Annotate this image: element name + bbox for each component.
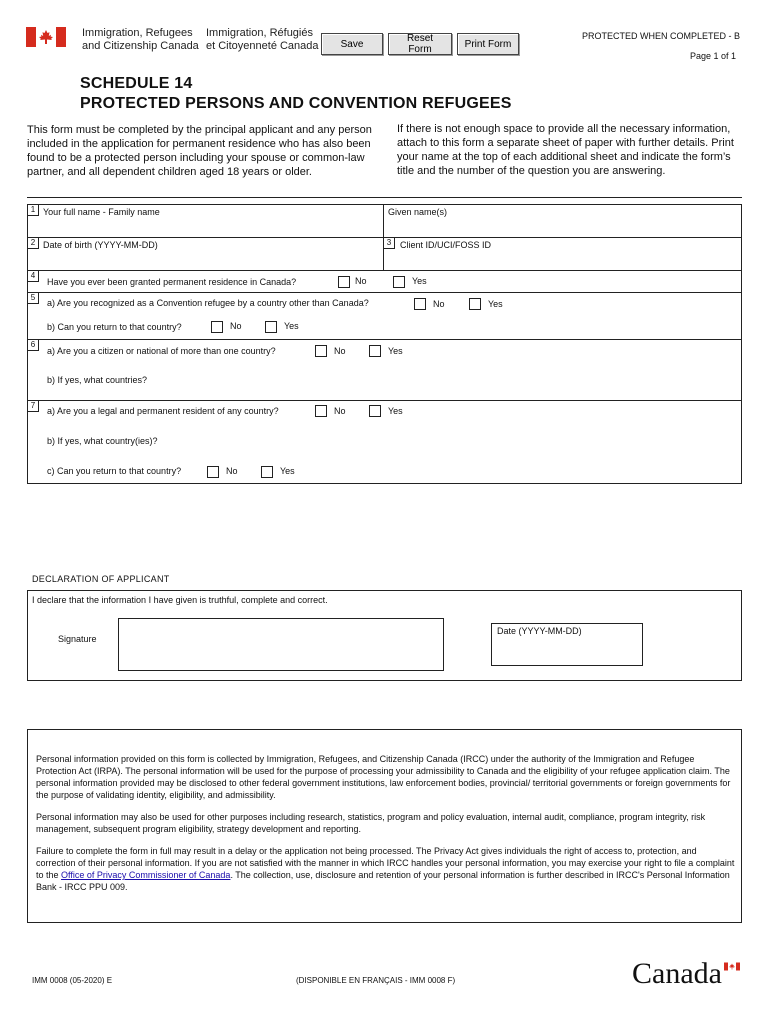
protected-label: PROTECTED WHEN COMPLETED - B — [582, 31, 741, 41]
q5a-label: a) Are you recognized as a Convention refugee by a country other than Canada? — [47, 298, 369, 308]
q6b-countries-input[interactable] — [165, 372, 739, 390]
privacy-paragraph-3-start: Failure to complete the form in full may result in a delay or the application not being processed. The Privacy Act gives individuals the right of access to, protection, and correction of their personal information. If you are not satisfied with the manner in which IRCC handles your personal information, you may exercise your right to file a complaint to the — [36, 846, 735, 880]
q5b-yes-checkbox[interactable] — [265, 321, 277, 333]
q6b-label: b) If yes, what countries? — [47, 375, 148, 385]
q7a-yes-checkbox[interactable] — [369, 405, 381, 417]
q5b-yes-label: Yes — [284, 321, 299, 331]
q7a-yes-label: Yes — [388, 406, 403, 416]
intro-left: This form must be completed by the principal applicant and any person included in the application for permanent residence who has also been found to be a protected person including your spouse or common-law partner, and all dependent children aged 18 years or older. — [27, 124, 372, 178]
family-name-input[interactable] — [42, 219, 382, 237]
q6a-no-checkbox[interactable] — [315, 345, 327, 357]
q7b-label: b) If yes, what country(ies)? — [47, 436, 158, 446]
q5a-no-label: No — [433, 299, 445, 309]
q7c-yes-checkbox[interactable] — [261, 466, 273, 478]
q5a-no-checkbox[interactable] — [414, 298, 426, 310]
privacy-paragraph-3-end: . The collection, use, disclosure and retention of your personal information is further described in IRCC's Personal Information Bank - IRCC PPU 009. — [36, 870, 730, 892]
q7c-no-checkbox[interactable] — [207, 466, 219, 478]
q5a-yes-label: Yes — [488, 299, 503, 309]
declaration-statement: I declare that the information I have given is truthful, complete and correct. — [32, 595, 328, 605]
privacy-paragraph-1: Personal information provided on this form is collected by Immigration, Refugees, and Citizenship Canada (IRCC) under the authority of the Immigration and Refugee Protection Act (IRPA). The personal information will be used for the purpose of processing your admissibility to Canada and the eligibility of your refugee application claim. The personal information provided may be disclosed to other federal government institutions, law enforcement bodies, provincial/ territorial governments or foreign governments for the purpose of validating identity, eligibility, and admissibility. — [36, 754, 731, 800]
form-id: IMM 0008 (05-2020) E — [32, 976, 113, 985]
question-number-5: 5 — [28, 293, 39, 304]
q7b-countries-input[interactable] — [178, 433, 740, 451]
q5b-label: b) Can you return to that country? — [47, 322, 182, 332]
page-title: PROTECTED PERSONS AND CONVENTION REFUGEES — [80, 95, 512, 112]
privacy-commissioner-link[interactable]: Office of Privacy Commissioner of Canada — [61, 870, 231, 880]
dept-en-line2: and Citizenship Canada — [82, 40, 199, 52]
row-divider — [27, 292, 742, 293]
date-of-birth-label: Date of birth (YYYY-MM-DD) — [43, 240, 158, 250]
family-name-label: Your full name - Family name — [43, 207, 160, 217]
q5a-yes-checkbox[interactable] — [469, 298, 481, 310]
question-number-7: 7 — [28, 401, 39, 412]
q7a-label: a) Are you a legal and permanent resident of any country? — [47, 406, 279, 416]
wordmark-flag-icon — [724, 962, 740, 971]
canada-wordmark: Canada — [632, 957, 722, 990]
divider — [27, 197, 742, 198]
french-availability: (DISPONIBLE EN FRANÇAIS - IMM 0008 F) — [296, 976, 456, 985]
save-button[interactable]: Save — [321, 33, 383, 55]
date-label: Date (YYYY-MM-DD) — [497, 626, 582, 636]
q5b-no-label: No — [230, 321, 242, 331]
dept-fr-line2: et Citoyenneté Canada — [206, 40, 319, 52]
q4-no-label: No — [355, 276, 367, 286]
signature-label: Signature — [58, 634, 97, 644]
q7c-yes-label: Yes — [280, 466, 295, 476]
declaration-heading: DECLARATION OF APPLICANT — [32, 574, 170, 584]
question-number-1: 1 — [28, 205, 39, 216]
q6a-yes-checkbox[interactable] — [369, 345, 381, 357]
q5b-no-checkbox[interactable] — [211, 321, 223, 333]
page-number: Page 1 of 1 — [690, 51, 737, 61]
row-divider — [27, 400, 742, 401]
q6a-yes-label: Yes — [388, 346, 403, 356]
given-names-input[interactable] — [388, 219, 740, 237]
question-number-4: 4 — [28, 271, 39, 282]
q7c-no-label: No — [226, 466, 238, 476]
q4-yes-checkbox[interactable] — [393, 276, 405, 288]
reset-form-button[interactable]: Reset Form — [388, 33, 452, 55]
question-number-2: 2 — [28, 238, 39, 249]
date-of-birth-input[interactable] — [42, 252, 382, 270]
question-number-6: 6 — [28, 340, 39, 351]
question-number-3: 3 — [384, 238, 395, 249]
privacy-paragraph-2: Personal information may also be used for other purposes including research, statistics, program and policy evaluation, internal audit, compliance, program integrity, risk management, subsequent program eligibility, strategy development and reporting. — [36, 812, 706, 834]
dept-en-line1: Immigration, Refugees — [82, 27, 193, 39]
print-form-button[interactable]: Print Form — [457, 33, 519, 55]
q4-yes-label: Yes — [412, 276, 427, 286]
row-divider — [27, 270, 742, 271]
department-name-en — [82, 27, 199, 53]
client-id-input[interactable] — [398, 252, 740, 270]
schedule-number: SCHEDULE 14 — [80, 75, 193, 92]
intro-right: If there is not enough space to provide all the necessary information, attach to this form a separate sheet of paper with further details. Print your name at the top of each additional sheet and indicate the form’s title and the number of the question you are answering. — [397, 123, 734, 177]
q4-no-checkbox[interactable] — [338, 276, 350, 288]
q7c-label: c) Can you return to that country? — [47, 466, 182, 476]
q4-label: Have you ever been granted permanent residence in Canada? — [47, 277, 297, 287]
q7a-no-checkbox[interactable] — [315, 405, 327, 417]
privacy-notice — [36, 753, 736, 903]
signature-box[interactable] — [118, 618, 444, 671]
privacy-paragraph-3 — [36, 845, 736, 893]
q6a-no-label: No — [334, 346, 346, 356]
given-names-label: Given name(s) — [388, 207, 448, 217]
department-name-fr — [206, 27, 319, 53]
q7a-no-label: No — [334, 406, 346, 416]
client-id-label: Client ID/UCI/FOSS ID — [400, 240, 492, 250]
canada-flag-icon — [26, 27, 66, 47]
q6a-label: a) Are you a citizen or national of more than one country? — [47, 346, 276, 356]
dept-fr-line1: Immigration, Réfugiés — [206, 27, 313, 39]
row-divider — [27, 339, 742, 340]
